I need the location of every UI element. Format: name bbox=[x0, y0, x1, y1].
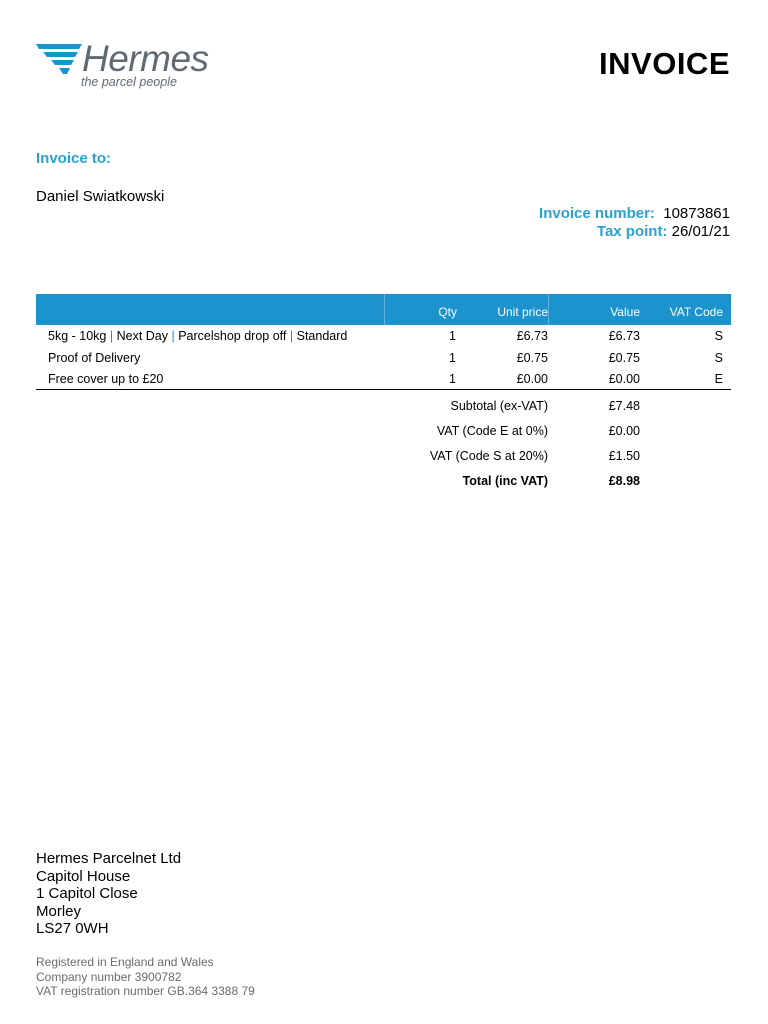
company-name: Hermes Parcelnet Ltd bbox=[36, 850, 182, 867]
tax-point-row bbox=[597, 223, 730, 240]
vat-e-value: £0.00 bbox=[608, 424, 640, 438]
header-separator bbox=[548, 294, 549, 325]
logo-tagline: the parcel people bbox=[81, 75, 177, 89]
total-row bbox=[0, 474, 768, 494]
invoice-to-label: Invoice to: bbox=[36, 150, 112, 167]
header-unit-price: Unit price bbox=[497, 305, 548, 319]
company-address bbox=[36, 850, 181, 938]
logo-wordmark: Hermes bbox=[82, 38, 209, 79]
row-qty: 1 bbox=[449, 351, 456, 365]
vat-e-row bbox=[0, 424, 768, 444]
registration-line: Registered in England and Wales bbox=[36, 955, 214, 969]
row-vat-code: S bbox=[714, 329, 723, 343]
separator-bar: | bbox=[109, 329, 114, 343]
header-vat-code: VAT Code bbox=[669, 305, 723, 319]
invoice-number-label: Invoice number: bbox=[539, 205, 655, 222]
desc-part: 5kg - 10kg bbox=[48, 329, 107, 343]
row-vat-code: E bbox=[714, 372, 723, 386]
row-unit-price: £0.75 bbox=[516, 351, 548, 365]
table-row bbox=[0, 351, 768, 371]
subtotal-row bbox=[0, 399, 768, 419]
vat-number-line: VAT registration number GB.364 3388 79 bbox=[36, 984, 255, 998]
tax-point-label: Tax point: bbox=[596, 223, 668, 240]
header-separator bbox=[384, 294, 385, 325]
row-value: £0.00 bbox=[608, 372, 640, 386]
vat-s-value: £1.50 bbox=[608, 449, 640, 463]
row-description bbox=[48, 329, 347, 343]
desc-part: Standard bbox=[296, 329, 348, 343]
page-title: INVOICE bbox=[599, 46, 730, 81]
separator-bar: | bbox=[289, 329, 294, 343]
row-value: £0.75 bbox=[608, 351, 640, 365]
table-bottom-rule bbox=[36, 389, 731, 390]
address-line: 1 Capitol Close bbox=[36, 885, 138, 902]
vat-s-label: VAT (Code S at 20%) bbox=[429, 449, 548, 463]
row-vat-code: S bbox=[714, 351, 723, 365]
desc-part: Next Day bbox=[116, 329, 168, 343]
row-unit-price: £0.00 bbox=[516, 372, 548, 386]
desc-part: Parcelshop drop off bbox=[178, 329, 287, 343]
customer-name: Daniel Swiatkowski bbox=[36, 188, 165, 205]
address-line: Morley bbox=[36, 902, 82, 920]
row-description: Free cover up to £20 bbox=[48, 372, 164, 386]
header-qty: Qty bbox=[438, 305, 457, 319]
hermes-logo bbox=[36, 40, 236, 92]
separator-bar: | bbox=[171, 329, 175, 343]
tax-point-value: 26/01/21 bbox=[671, 223, 730, 240]
company-number-line: Company number 3900782 bbox=[36, 969, 182, 984]
row-unit-price: £6.73 bbox=[516, 329, 548, 343]
total-value: £8.98 bbox=[608, 474, 640, 488]
table-row bbox=[0, 329, 768, 349]
address-line: Capitol House bbox=[36, 867, 131, 885]
invoice-number-value: 10873861 bbox=[663, 205, 730, 222]
table-header bbox=[36, 294, 731, 325]
row-value: £6.73 bbox=[608, 329, 640, 343]
address-postcode: LS27 0WH bbox=[36, 920, 109, 937]
row-qty: 1 bbox=[449, 372, 456, 386]
header-value: Value bbox=[610, 305, 640, 319]
row-qty: 1 bbox=[449, 329, 456, 343]
invoice-number-row bbox=[539, 205, 730, 222]
legal-info bbox=[36, 955, 255, 999]
hermes-wing-icon bbox=[36, 44, 82, 76]
vat-e-label: VAT (Code E at 0%) bbox=[436, 424, 548, 438]
row-description: Proof of Delivery bbox=[48, 351, 141, 365]
subtotal-label: Subtotal (ex-VAT) bbox=[450, 399, 548, 413]
total-label: Total (inc VAT) bbox=[462, 474, 548, 488]
subtotal-value: £7.48 bbox=[608, 399, 640, 413]
vat-s-row bbox=[0, 449, 768, 469]
